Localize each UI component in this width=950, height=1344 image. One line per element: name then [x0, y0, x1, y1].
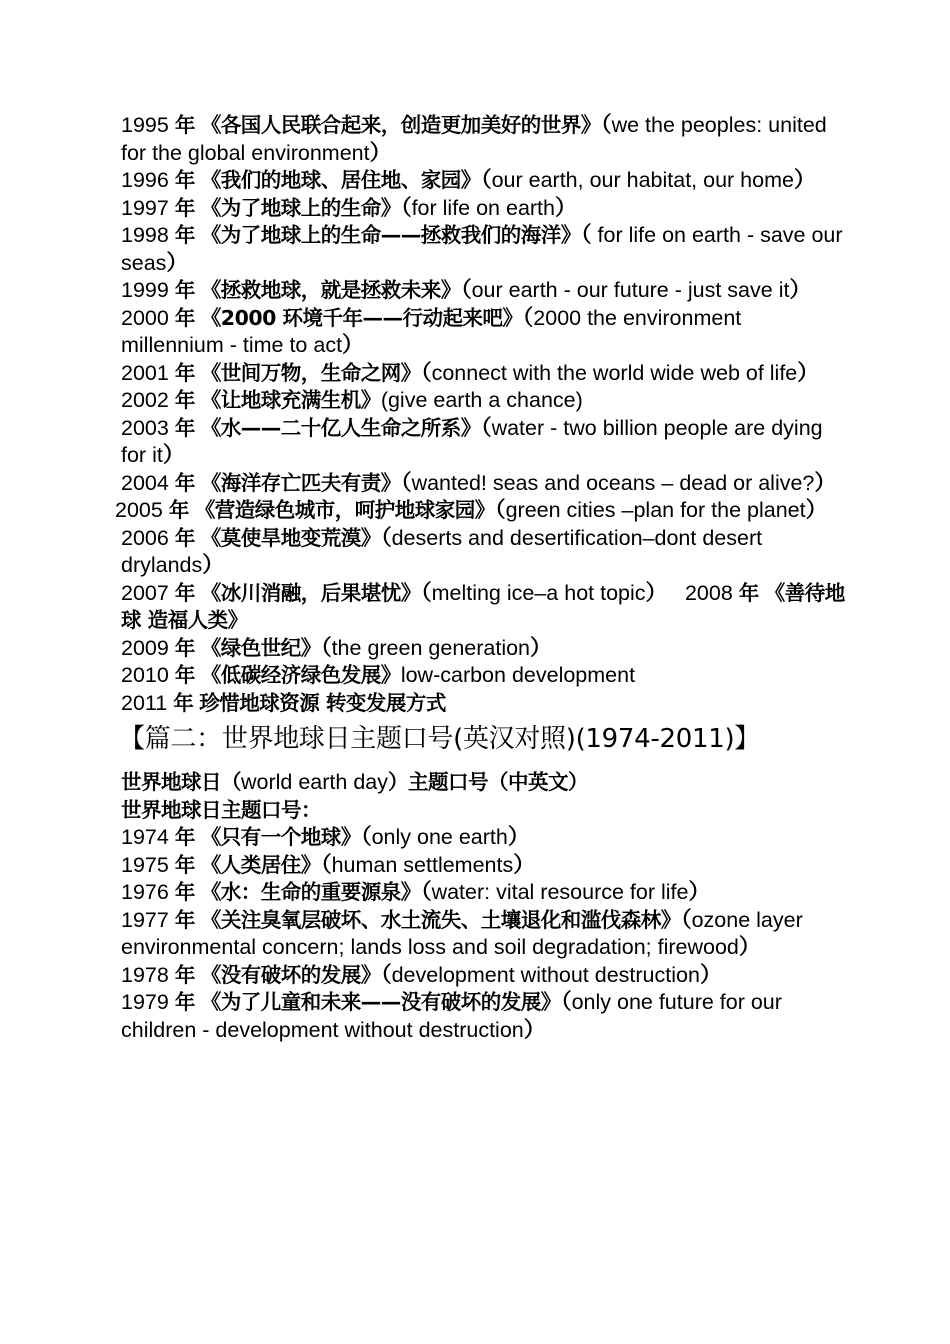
entry-year: 2011 — [121, 690, 168, 715]
entry-1975 — [115, 852, 845, 880]
entry-year: 1998 — [121, 223, 169, 247]
entry-year: 1978 — [121, 962, 169, 987]
entry-1978 — [115, 962, 845, 990]
section-2-list — [115, 824, 845, 1044]
entry-year: 2009 — [121, 635, 169, 660]
entry-zh-title: 《人类居住》 — [200, 852, 321, 877]
paren-open: （ — [522, 305, 534, 330]
entry-1977 — [115, 907, 845, 962]
entry-zh-title: 《没有破坏的发展》 — [200, 962, 381, 987]
section-2-intro — [115, 769, 845, 824]
entry-en-title: melting ice–a hot topic — [431, 580, 646, 605]
paren-close: ） — [645, 580, 668, 605]
entry-zh-title: 《水：生命的重要源泉》 — [200, 880, 421, 904]
entry-en-title: we the peoples: united for the global environment — [121, 113, 827, 165]
paren-open: （ — [400, 195, 412, 220]
section-heading: 【篇二：世界地球日主题口号(英汉对照)(1974-2011)】 — [119, 724, 760, 754]
entry-en-title: for life on earth - save our seas — [121, 223, 843, 275]
paren-open: （ — [600, 113, 612, 137]
entry-zh-title: 《绿色世纪》 — [200, 635, 321, 660]
intro-line-2 — [115, 797, 845, 825]
entry-1996 — [115, 167, 845, 195]
paren-close: ） — [202, 553, 224, 577]
entry-zh-title: 《低碳经济绿色发展》 — [200, 663, 401, 687]
entry-year-suffix: 年 — [174, 962, 195, 987]
entry-year-suffix: 年 — [174, 470, 195, 495]
paren-open: （ — [460, 278, 472, 302]
entry-year: 2001 — [121, 360, 169, 385]
paren-close: ） — [688, 880, 710, 904]
entry-en-title: water: vital resource for life — [431, 880, 689, 904]
entry-year-suffix: 年 — [174, 305, 195, 330]
entry-zh-title: 《2000 环境千年——行动起来吧》 — [200, 305, 523, 330]
paren-close: ） — [369, 140, 392, 165]
entry-year-suffix: 年 — [174, 852, 195, 877]
entry-en-title: only one earth — [371, 825, 508, 849]
entry-zh-title: 《为了地球上的生命》 — [200, 195, 401, 220]
entry-2003 — [115, 415, 845, 470]
entry-year-suffix: 年 — [174, 278, 195, 302]
intro-line-1 — [115, 769, 845, 797]
paren-open: （ — [360, 825, 372, 849]
paren-close: ） — [555, 195, 577, 220]
paren-open: （ — [560, 990, 572, 1014]
entry-1995 — [115, 112, 845, 167]
paren-open: （ — [400, 470, 412, 495]
intro-zh-b: ）主题口号（中英文） — [388, 770, 588, 794]
entry-en-title: deserts and desertification–dont desert drylands — [121, 525, 763, 577]
paren-open: （ — [420, 880, 432, 904]
entry-en-title: water - two billion people are dying for it — [121, 415, 823, 467]
entry-zh-title: 《冰川消融，后果堪忧》 — [200, 580, 421, 605]
entry-year-suffix: 年 — [174, 195, 195, 220]
entry-en-title: our earth, our habitat, our home — [491, 168, 794, 192]
entry-2004 — [115, 470, 845, 498]
entry-2002 — [115, 387, 845, 415]
entry-zh-title: 《海洋存亡匹夫有责》 — [200, 470, 401, 495]
entry-zh-title: 《为了儿童和未来——没有破坏的发展》 — [200, 990, 561, 1014]
entry-year-suffix: 年 — [174, 635, 195, 660]
paren-open: （ — [320, 852, 332, 877]
entry-en-title: wanted! seas and oceans – dead or alive? — [411, 470, 815, 495]
entry-en-title: only one future for our children - development without destruction — [121, 990, 782, 1042]
entry-zh-title: 《世间万物，生命之网》 — [200, 360, 421, 385]
paren-close: ） — [166, 250, 188, 275]
paren-open: （ — [480, 168, 492, 192]
paren-open: （ — [420, 580, 432, 605]
entry-year: 2010 — [121, 663, 169, 687]
entry-year: 2000 — [121, 305, 169, 330]
entry-en-title: green cities –plan for the planet — [505, 498, 806, 522]
paren-close: ） — [805, 498, 828, 522]
entry-year: 1979 — [121, 990, 169, 1014]
entry-en-title: ozone layer environmental concern; lands loss and soil degradation; firewood — [121, 907, 803, 959]
entry-1979 — [115, 989, 845, 1044]
entry-year-suffix: 年 — [174, 223, 195, 247]
paren-close: ） — [342, 333, 364, 357]
entry-year-suffix: 年 — [174, 907, 195, 932]
entry-zh-title: 珍惜地球资源 转变发展方式 — [199, 690, 446, 715]
paren-open: （ — [380, 525, 392, 550]
entry-2001 — [115, 360, 845, 388]
entry-year-suffix: 年 — [174, 880, 195, 904]
entry-1976 — [115, 879, 845, 907]
paren-close: ） — [513, 852, 535, 877]
paren-open: （ — [380, 962, 392, 987]
entry-en-title: 2000 the environment millennium - time to act — [121, 305, 742, 357]
paren-open: （ — [580, 223, 592, 247]
entry-year-suffix: 年 — [174, 360, 195, 385]
entry-1997 — [115, 195, 845, 223]
entry-year-suffix: 年 — [174, 113, 195, 137]
intro-zh-a: 世界地球日（ — [121, 770, 241, 794]
paren-close: ） — [793, 168, 816, 192]
section-1-list — [115, 112, 845, 717]
paren-open: （ — [480, 415, 492, 440]
paren-close: ） — [162, 443, 185, 467]
entry-year-suffix: 年 — [174, 580, 195, 605]
entry-year-suffix: 年 — [174, 388, 195, 412]
entry-year: 2007 — [121, 580, 169, 605]
paren-close: ） — [738, 935, 761, 959]
entry-1998 — [115, 222, 845, 277]
entry-year: 2002 — [121, 388, 169, 412]
paren-open: （ — [680, 907, 692, 932]
entry-2006 — [115, 525, 845, 580]
entry-en-title: connect with the world wide web of life — [431, 360, 798, 385]
entry-zh-title: 《拯救地球，就是拯救未来》 — [200, 278, 461, 302]
paren-close: ） — [699, 962, 722, 987]
entry-en-title: our earth - our future - just save it — [471, 278, 790, 302]
entry-2005 — [115, 497, 845, 525]
entry-zh-title: 《水——二十亿人生命之所系》 — [200, 415, 481, 440]
entry-2009 — [115, 635, 845, 663]
entry-zh-title: 《莫使旱地变荒漠》 — [200, 525, 381, 550]
paren-close: ） — [530, 635, 552, 660]
entry-2000 — [115, 305, 845, 360]
entry-zh-title: 《让地球充满生机》 — [200, 388, 381, 412]
entry-year: 2005 — [115, 498, 163, 522]
paren-open: （ — [320, 635, 332, 660]
entry-en-title: the green generation — [331, 635, 531, 660]
intro-en: world earth day — [241, 770, 388, 794]
entry-year: 1996 — [121, 168, 169, 192]
entry-en-title: human settlements — [331, 852, 514, 877]
entry-year: 1977 — [121, 907, 169, 932]
entry-zh-title: 《各国人民联合起来，创造更加美好的世界》 — [200, 113, 601, 137]
paren-open: （ — [494, 498, 506, 522]
entry-year-suffix: 年 — [174, 415, 195, 440]
entry-en-title: development without destruction — [391, 962, 700, 987]
entry-year-suffix: 年 — [168, 498, 189, 522]
entry-1974 — [115, 824, 845, 852]
entry-year: 1999 — [121, 278, 169, 302]
paren-close: ） — [507, 825, 530, 849]
entry-year-suffix: 年 — [174, 168, 195, 192]
entry-en-title: (give earth a chance) — [380, 388, 583, 412]
entry-2010 — [115, 662, 845, 690]
entry-zh-title: 《营造绿色城市，呵护地球家园》 — [194, 498, 495, 522]
entry-zh-title: 《我们的地球、居住地、家园》 — [200, 168, 481, 192]
entry-year-suffix: 年 — [174, 825, 195, 849]
entry-zh-title: 《为了地球上的生命——拯救我们的海洋》 — [200, 223, 581, 247]
entry-year-suffix: 年 — [174, 663, 195, 687]
paren-open: （ — [420, 360, 432, 385]
entry-year: 1976 — [121, 880, 169, 904]
entry-year: 1997 — [121, 195, 169, 220]
entry-year: 1975 — [121, 852, 169, 877]
entry-en-title: for life on earth — [411, 195, 555, 220]
entry-zh-title: 《善待地球 造福人类》 — [121, 580, 845, 632]
paren-close: ） — [523, 1017, 546, 1042]
paren-close: ） — [814, 470, 836, 495]
entry-year: 1995 — [121, 113, 169, 137]
entry-year: 2003 — [121, 415, 169, 440]
entry-year: 1974 — [121, 825, 169, 849]
paren-close: ） — [797, 360, 819, 385]
entry-year-suffix: 年 — [738, 580, 759, 605]
entry-2011 — [115, 690, 845, 718]
intro-subtitle: 世界地球日主题口号： — [121, 797, 321, 822]
entry-1999 — [115, 277, 845, 305]
document-page — [115, 112, 845, 1044]
entry-zh-title: 《只有一个地球》 — [200, 825, 361, 849]
entry-year: 2006 — [121, 525, 169, 550]
entry-zh-title: 《关注臭氧层破坏、水土流失、土壤退化和滥伐森林》 — [200, 907, 681, 932]
entry-year-suffix: 年 — [174, 990, 195, 1014]
entry-year-suffix: 年 — [174, 525, 195, 550]
entry-year-suffix: 年 — [173, 690, 194, 715]
entry-year: 2004 — [121, 470, 169, 495]
entry-2007 — [115, 580, 845, 635]
entry-year: 2008 — [684, 580, 733, 605]
paren-close: ） — [789, 278, 811, 302]
entry-en-title: low-carbon development — [400, 663, 636, 687]
